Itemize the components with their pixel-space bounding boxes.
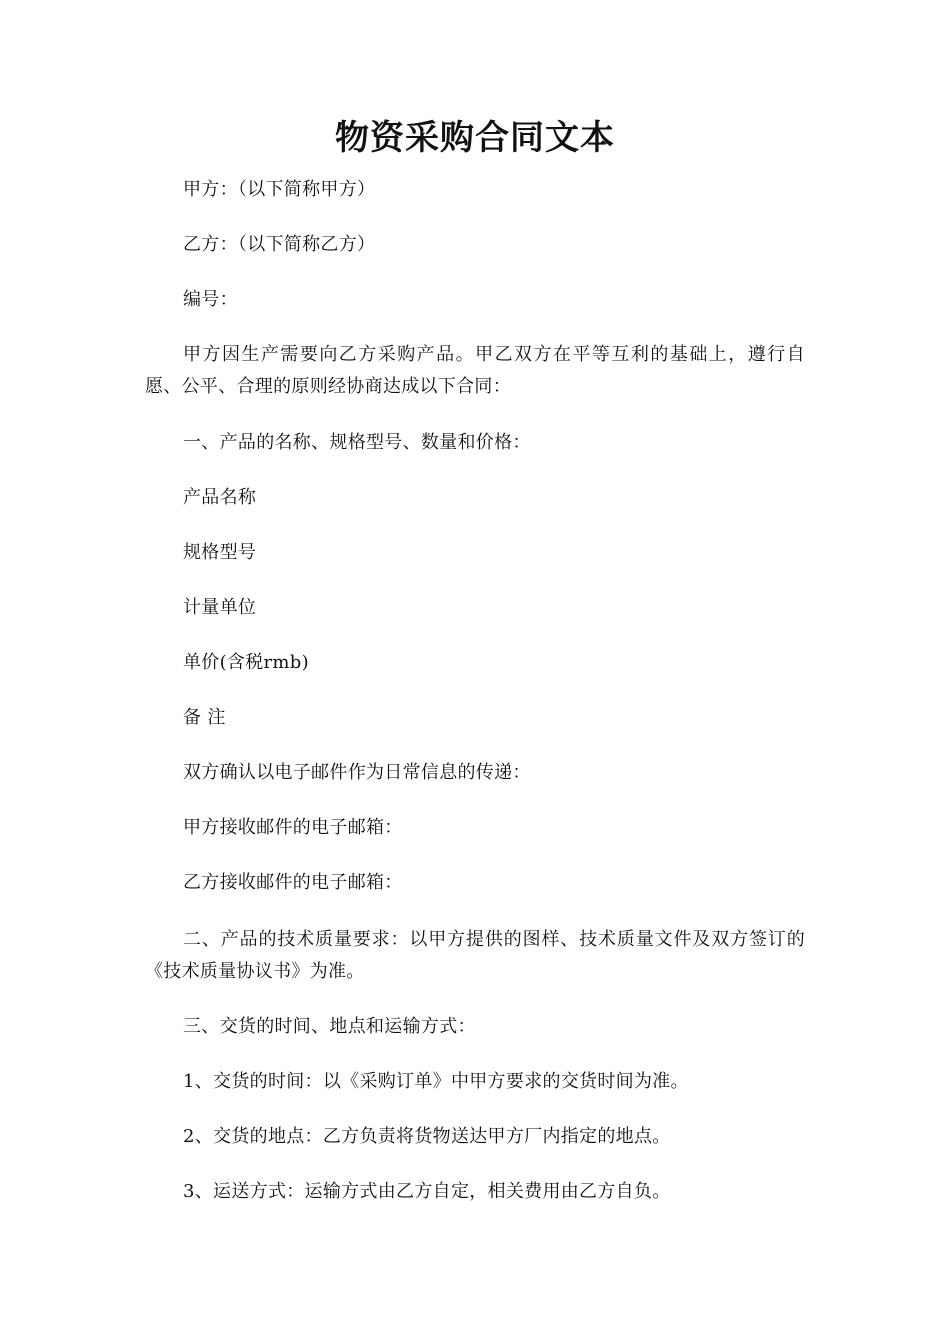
field-product-name: 产品名称 [183,487,257,508]
field-unit-price: 单价(含税rmb) [183,652,309,673]
party-b-email-line: 乙方接收邮件的电子邮箱： [183,872,403,893]
party-b-line: 乙方：（以下简称乙方） [183,234,376,255]
section-2-paragraph: 二、产品的技术质量要求：以甲方提供的图样、技术质量文件及双方签订的《技术质量协议书》为准。 [145,929,805,982]
delivery-time-line: 1、交货的时间：以《采购订单》中甲方要求的交货时间为准。 [183,1071,689,1092]
section-1-heading: 一、产品的名称、规格型号、数量和价格： [183,432,531,453]
party-a-email-line: 甲方接收邮件的电子邮箱： [183,817,403,838]
section-3-heading: 三、交货的时间、地点和运输方式： [183,1016,476,1037]
preamble-paragraph: 甲方因生产需要向乙方采购产品。甲乙双方在平等互利的基础上，遵行自愿、公平、合理的原则经协商达成以下合同： [145,344,805,397]
email-confirmation-line: 双方确认以电子邮件作为日常信息的传递： [183,762,531,783]
party-a-line: 甲方：（以下简称甲方） [183,179,376,200]
document-title: 物资采购合同文本 [335,118,615,158]
contract-number-line: 编号： [183,289,238,310]
field-spec-model: 规格型号 [183,542,257,563]
delivery-place-line: 2、交货的地点：乙方负责将货物送达甲方厂内指定的地点。 [183,1126,671,1147]
field-unit: 计量单位 [183,597,257,618]
field-remarks: 备 注 [183,707,226,728]
transport-method-line: 3、运送方式：运输方式由乙方自定，相关费用由乙方自负。 [183,1181,671,1202]
